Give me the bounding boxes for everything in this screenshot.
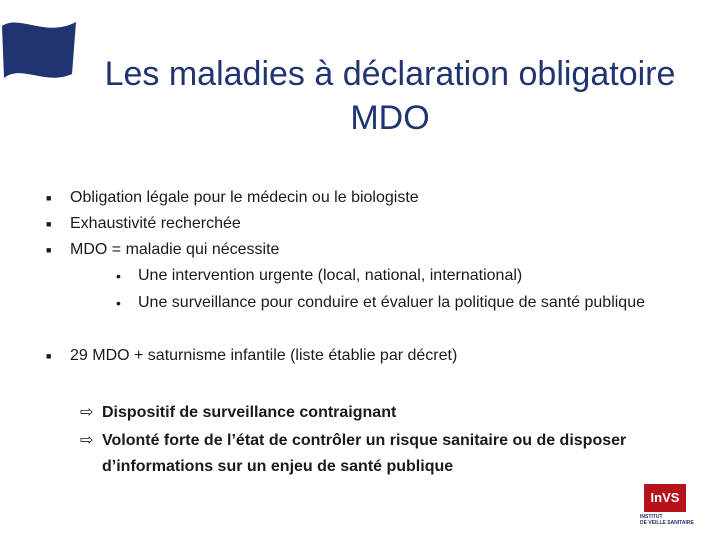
square-bullet-icon: ■	[46, 351, 52, 361]
title-line-1: Les maladies à déclaration obligatoire	[104, 55, 676, 93]
sub-bullet-text: Une surveillance pour conduire et évaluer la politique de santé publique	[138, 294, 645, 311]
sub-bullet-text: Une intervention urgente (local, national, international)	[138, 267, 523, 284]
dot-bullet-icon: •	[116, 268, 121, 284]
slide-title	[80, 52, 700, 140]
flag-icon	[0, 12, 80, 84]
square-bullet-icon: ■	[46, 219, 52, 229]
bullet-item	[46, 240, 279, 260]
bullet-text: Exhaustivité recherchée	[70, 215, 241, 232]
logo-caption-line-1: INSTITUT	[640, 514, 663, 520]
bullet-item	[46, 188, 419, 208]
outline-right-arrow-icon: ⇨	[80, 404, 94, 421]
bullet-item	[46, 214, 241, 234]
sub-bullet-item	[116, 266, 522, 286]
bullet-item	[46, 346, 457, 366]
arrow-text: Volonté forte de l’état de contrôler un risque sanitaire ou de disposer d’informations sur un enjeu de santé publique	[102, 432, 627, 475]
arrow-item	[80, 428, 670, 480]
dot-bullet-icon: •	[116, 295, 121, 311]
square-bullet-icon: ■	[46, 193, 52, 203]
bullet-text: 29 MDO + saturnisme infantile (liste établie par décret)	[70, 347, 458, 364]
invs-logo	[640, 484, 706, 530]
outline-right-arrow-icon: ⇨	[80, 432, 94, 449]
arrow-item	[80, 400, 670, 426]
logo-mark: InVS	[644, 484, 686, 512]
logo-caption	[640, 514, 706, 526]
square-bullet-icon: ■	[46, 245, 52, 255]
bullet-text: Obligation légale pour le médecin ou le biologiste	[70, 189, 419, 206]
sub-bullet-item	[116, 293, 645, 313]
arrow-text: Dispositif de surveillance contraignant	[102, 404, 397, 421]
logo-caption-line-2: DE VEILLE SANITAIRE	[640, 520, 694, 526]
bullet-text: MDO = maladie qui nécessite	[70, 241, 280, 258]
title-line-2: MDO	[350, 99, 430, 137]
